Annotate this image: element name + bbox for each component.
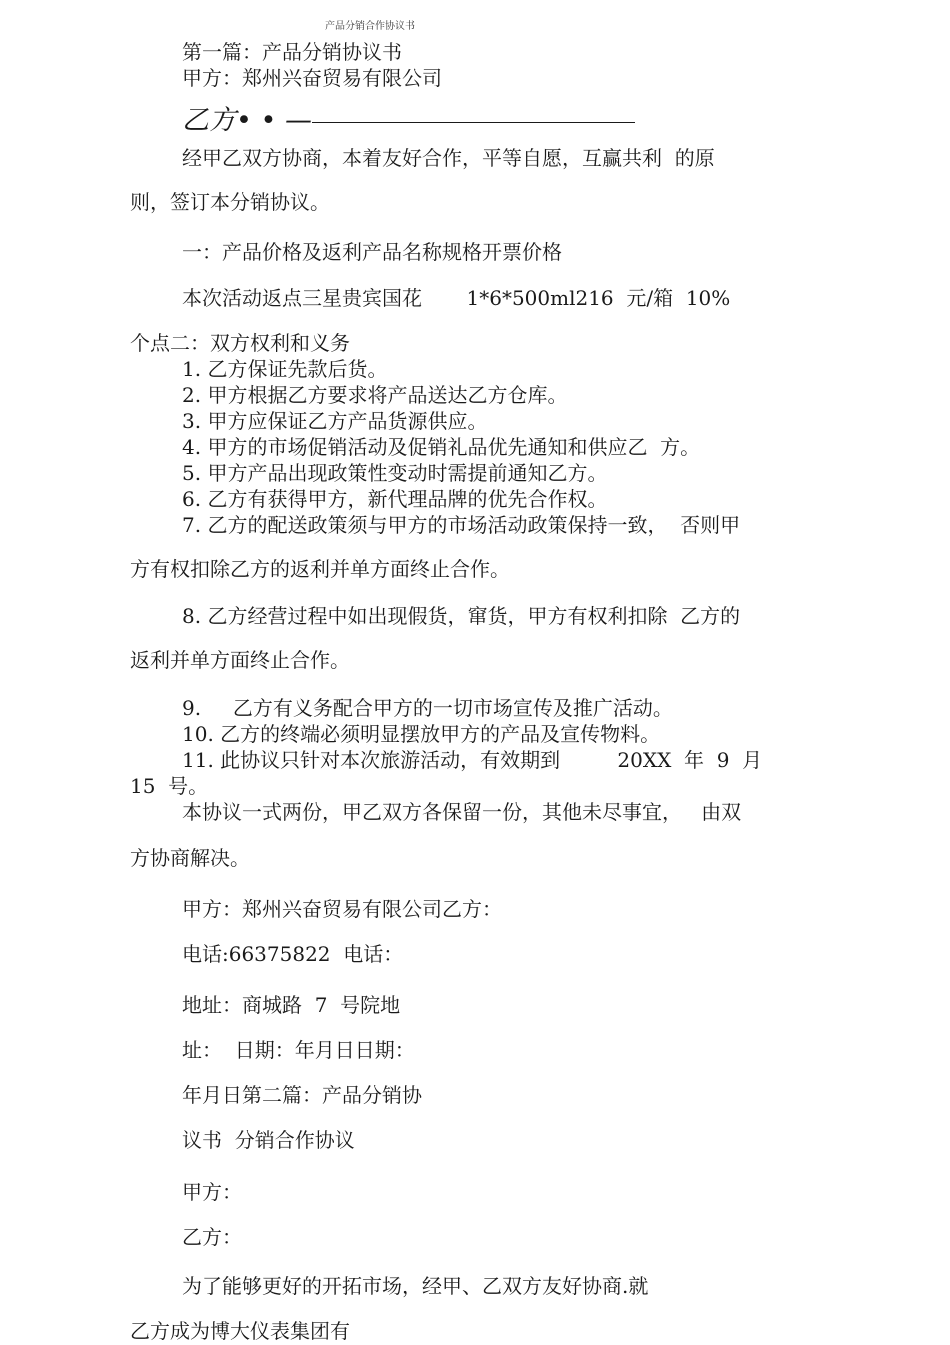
list-item: 7. 乙方的配送政策须与甲方的市场活动政策保持一致， 否则甲	[182, 513, 741, 537]
product-line: 本次活动返点三星贵宾国花 1*6*500ml216 元/箱 10%	[182, 286, 731, 310]
part-2-intro-line-1: 为了能够更好的开拓市场，经甲、乙双方友好协商.就	[182, 1274, 649, 1298]
intro-line-1: 经甲乙双方协商，本着友好合作，平等自愿，互赢共利 的原	[182, 146, 715, 170]
page-header: 产品分销合作协议书	[325, 21, 415, 32]
closing-line-1: 本协议一式两份，甲乙双方各保留一份，其他未尽事宜， 由双	[182, 800, 742, 824]
list-item: 11. 此协议只针对本次旅游活动，有效期到 20XX 年 9 月	[182, 748, 763, 772]
intro-line-2: 则，签订本分销协议。	[130, 190, 330, 214]
list-item-continuation: 返利并单方面终止合作。	[130, 648, 350, 672]
list-item: 8. 乙方经营过程中如出现假货，窜货，甲方有权利扣除 乙方的	[182, 604, 741, 628]
signature-line: 议书 分销合作协议	[182, 1128, 355, 1152]
signature-line: 电话:66375822 电话：	[182, 942, 404, 966]
signature-line: 址： 日期：年月日日期：	[182, 1038, 415, 1062]
part-2-intro-line-2: 乙方成为博大仪表集团有	[130, 1319, 350, 1343]
part-2-party-b: 乙方：	[182, 1225, 242, 1249]
party-b-label: 乙方• • —	[182, 105, 313, 136]
list-item: 4. 甲方的市场促销活动及促销礼品优先通知和供应乙 方。	[182, 435, 701, 459]
list-item: 3. 甲方应保证乙方产品货源供应。	[182, 409, 488, 433]
list-item: 2. 甲方根据乙方要求将产品送达乙方仓库。	[182, 383, 568, 407]
list-item: 5. 甲方产品出现政策性变动时需提前通知乙方。	[182, 461, 608, 485]
section-2-heading: 个点二：双方权利和义务	[130, 331, 350, 355]
list-item: 6. 乙方有获得甲方，新代理品牌的优先合作权。	[182, 487, 608, 511]
section-1-heading: 一：产品价格及返利产品名称规格开票价格	[182, 240, 562, 264]
party-a-line: 甲方：郑州兴奋贸易有限公司	[182, 66, 442, 90]
signature-line: 年月日第二篇：产品分销协	[182, 1083, 422, 1107]
closing-line-2: 方协商解决。	[130, 846, 250, 870]
list-item-continuation: 方有权扣除乙方的返利并单方面终止合作。	[130, 557, 510, 581]
party-b-blank-line	[312, 122, 635, 123]
list-item: 9. 乙方有义务配合甲方的一切市场宣传及推广活动。	[182, 696, 673, 720]
document-title: 第一篇：产品分销协议书	[182, 40, 402, 64]
part-2-party-a: 甲方：	[182, 1180, 242, 1204]
list-item-continuation: 15 号。	[130, 774, 209, 798]
list-item: 10. 乙方的终端必须明显摆放甲方的产品及宣传物料。	[182, 722, 661, 746]
signature-line: 甲方：郑州兴奋贸易有限公司乙方：	[182, 897, 502, 921]
list-item: 1. 乙方保证先款后货。	[182, 357, 388, 381]
signature-line: 地址：商城路 7 号院地	[182, 993, 401, 1017]
